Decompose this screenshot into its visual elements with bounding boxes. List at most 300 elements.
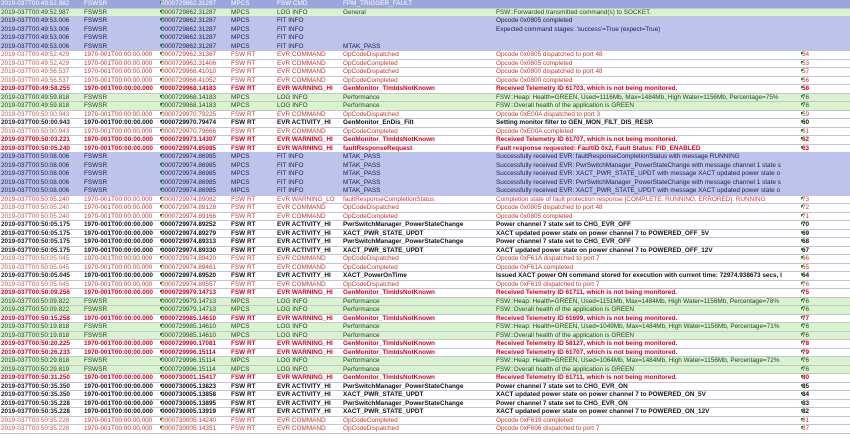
table-row[interactable] xyxy=(0,9,850,18)
event-type-cell: EVR ACTIVITY_HI xyxy=(277,272,331,279)
table-row[interactable] xyxy=(0,179,850,188)
subsystem-cell: FSW RT xyxy=(231,195,256,203)
table-row[interactable] xyxy=(0,170,850,179)
sequence-cell xyxy=(802,187,820,196)
timestamp-cell: 2019-037T00:50:20.225 xyxy=(1,340,70,347)
event-name-cell: MTAK_PASS xyxy=(343,187,381,194)
source-cell: 1970-001T00:00:00.000 xyxy=(84,399,153,407)
sequence-cell: 53 xyxy=(802,59,810,67)
sequence-cell: 69 xyxy=(802,229,810,237)
event-name-cell: OpCodeDispatched xyxy=(343,51,399,58)
event-name-cell: GenMonitor_EnDis_Filt xyxy=(343,119,414,126)
sequence-cell: 78 xyxy=(802,340,810,347)
table-row[interactable] xyxy=(0,383,850,392)
timestamp-cell: 2019-037T00:50:35.228 xyxy=(1,425,70,432)
sequence-cell: 64 xyxy=(802,272,810,279)
event-name-cell: Performance xyxy=(343,297,380,305)
event-name-cell: PwrSwitchManager_PowerStateChange xyxy=(343,238,464,245)
message-cell: FSW::Overall health of the application is GREEN xyxy=(496,331,635,339)
table-row[interactable] xyxy=(0,43,850,52)
comment-flag-icon xyxy=(801,273,804,276)
subsystem-cell: MPCS xyxy=(231,323,250,330)
sclk-cell: 0000729962.31406 xyxy=(161,59,217,67)
subsystem-cell: FSW RT xyxy=(231,110,256,118)
event-type-cell: EVR WARNING_HI xyxy=(277,144,333,152)
timestamp-cell: 2019-037T00:50:35.228 xyxy=(1,416,70,424)
sclk-cell: 0000729974.89557 xyxy=(161,280,217,288)
timestamp-cell: 2019-037T00:49:52.429 xyxy=(1,59,70,67)
event-name-cell: GenMonitor_TlmIdsNotKnown xyxy=(343,374,435,381)
message-cell: Power channel 7 state set to CHG_EVR_ON xyxy=(496,382,628,390)
sequence-cell: 77 xyxy=(802,314,810,322)
event-name-cell: GenMonitor_TlmIdsNotKnown xyxy=(343,314,435,322)
timestamp-cell: 2019-037T00:49:52.987 xyxy=(1,8,70,16)
sequence-cell: 85 xyxy=(802,382,810,390)
source-cell: 1970-001T00:00:00.000 xyxy=(84,246,153,254)
timestamp-cell: 2019-037T00:50:05.045 xyxy=(1,280,70,288)
event-type-cell: EVR ACTIVITY_HI xyxy=(277,246,331,254)
timestamp-cell: 2019-037T00:50:35.350 xyxy=(1,391,70,398)
event-name-cell: MTAK_PASS xyxy=(343,161,381,169)
table-row[interactable] xyxy=(0,0,850,9)
sclk-cell: 0000729985.14610 xyxy=(161,331,217,339)
comment-flag-icon xyxy=(801,95,804,98)
event-type-cell: FIT INFO xyxy=(277,25,304,33)
table-row[interactable] xyxy=(0,425,850,434)
event-type-cell: LOG INFO xyxy=(277,93,308,101)
event-type-cell: LOG INFO xyxy=(277,102,308,109)
comment-flag-icon xyxy=(801,367,804,370)
comment-flag-icon xyxy=(801,426,804,429)
source-cell: FSWSR xyxy=(84,17,108,24)
message-cell: Opcode 0xF606 dispatched to port 7 xyxy=(496,425,600,432)
event-type-cell: EVR COMMAND xyxy=(277,425,326,432)
table-row[interactable] xyxy=(0,94,850,103)
sclk-cell: 0000729979.14713 xyxy=(161,289,217,296)
subsystem-cell: FSW RT xyxy=(231,391,256,398)
sequence-cell: 70 xyxy=(802,221,810,228)
sclk-cell: 0000729968.14183 xyxy=(161,93,217,101)
event-name-cell: Performance xyxy=(343,357,380,364)
event-name-cell: OpCodeCompleted xyxy=(343,212,398,220)
sclk-cell: 0000730001.15417 xyxy=(161,374,217,381)
table-row[interactable] xyxy=(0,264,850,273)
source-cell: 1970-001T00:00:00.000 xyxy=(84,51,153,58)
sequence-cell: 82 xyxy=(802,408,810,415)
sclk-cell: 0000729862.31287 xyxy=(161,0,217,7)
subsystem-cell: FSW RT xyxy=(231,374,256,381)
subsystem-cell: MPCS xyxy=(231,357,250,364)
event-name-cell: Performance xyxy=(343,93,380,101)
source-cell: 1970-001T00:00:00.000 xyxy=(84,255,153,262)
sclk-cell: 0000729985.14610 xyxy=(161,314,217,322)
timestamp-cell: 2019-037T00:50:09.822 xyxy=(1,297,70,305)
sequence-cell xyxy=(802,153,820,162)
event-name-cell: XACT_PWR_STATE_UPDT xyxy=(343,246,424,254)
subsystem-cell: FSW RT xyxy=(231,416,256,424)
subsystem-cell: FSW RT xyxy=(231,204,256,211)
message-cell: Opcode 0x0805 completed xyxy=(496,59,573,67)
timestamp-cell: 2019-037T00:49:58.255 xyxy=(1,85,70,92)
message-cell: Received Telemetry ID 61707, which is not being monitored. xyxy=(496,136,678,143)
comment-flag-icon xyxy=(801,61,804,64)
sequence-cell: 76 xyxy=(802,306,810,313)
source-cell: FSWSR xyxy=(84,34,108,41)
sclk-cell: 0000729974.89520 xyxy=(161,272,217,279)
table-row[interactable] xyxy=(0,60,850,69)
subsystem-cell: MPCS xyxy=(231,297,250,305)
sclk-cell: 0000729974.86985 xyxy=(161,187,217,194)
event-type-cell: FIT INFO xyxy=(277,161,304,169)
comment-flag-icon xyxy=(801,265,804,268)
message-cell: Opcode 0xE00A completed xyxy=(496,127,574,135)
message-cell: Opcode 0x0805 dispatched to port 48 xyxy=(496,204,603,211)
timestamp-cell: 2019-037T00:49:59.818 xyxy=(1,102,70,109)
subsystem-cell: MPCS xyxy=(231,187,250,194)
message-cell: Successfully received EVR: XACT_PWR_STATE_UPDT with message XACT updated power state o xyxy=(496,170,781,177)
subsystem-cell: FSW RT xyxy=(231,255,256,262)
event-name-cell: XACT_PWR_STATE_UPDT xyxy=(343,391,424,398)
subsystem-cell: MPCS xyxy=(231,0,250,7)
timestamp-cell: 2019-037T00:50:29.818 xyxy=(1,357,70,364)
timestamp-cell: 2019-037T00:50:35.350 xyxy=(1,382,70,390)
event-type-cell: FIT INFO xyxy=(277,153,304,160)
table-row[interactable] xyxy=(0,340,850,349)
table-row[interactable] xyxy=(0,162,850,171)
timestamp-cell: 2019-037T00:50:05.175 xyxy=(1,221,70,228)
message-cell: Received Telemetry ID 58127, which is not being monitored. xyxy=(496,340,678,347)
event-type-cell: EVR WARNING_LO xyxy=(277,195,335,203)
table-row[interactable] xyxy=(0,349,850,358)
event-type-cell: EVR WARNING_HI xyxy=(277,348,333,356)
subsystem-cell: MPCS xyxy=(231,178,250,186)
timestamp-cell: 2019-037T00:50:08.006 xyxy=(1,178,70,186)
table-row[interactable] xyxy=(0,408,850,417)
event-type-cell: EVR ACTIVITY_HI xyxy=(277,119,331,126)
sequence-cell xyxy=(802,34,820,43)
event-type-cell: LOG INFO xyxy=(277,365,308,373)
comment-flag-icon xyxy=(801,214,804,217)
event-name-cell xyxy=(343,26,495,35)
table-row[interactable] xyxy=(0,298,850,307)
table-row[interactable] xyxy=(0,230,850,239)
table-row[interactable] xyxy=(0,417,850,426)
sclk-cell: 0000729974.85985 xyxy=(161,144,217,152)
table-row[interactable] xyxy=(0,213,850,222)
comment-flag-icon xyxy=(801,333,804,336)
subsystem-cell: FSW RT xyxy=(231,229,256,237)
timestamp-cell: 2019-037T00:50:05.045 xyxy=(1,255,70,262)
table-row[interactable] xyxy=(0,119,850,128)
event-name-cell: GenMonitor_TlmIdsNotKnown xyxy=(343,136,435,143)
subsystem-cell: MPCS xyxy=(231,161,250,169)
table-row[interactable] xyxy=(0,111,850,120)
event-name-cell: PwrSwitchManager_PowerStateChange xyxy=(343,399,464,407)
sclk-cell: 0000729968.14183 xyxy=(161,85,217,92)
sequence-cell: 76 xyxy=(802,365,810,373)
sequence-cell: 68 xyxy=(802,238,810,245)
event-type-cell: FIT INFO xyxy=(277,42,304,50)
source-cell: 1970-001T00:00:00.000 xyxy=(84,59,153,67)
timestamp-cell: 2019-037T00:50:35.228 xyxy=(1,399,70,407)
message-cell xyxy=(496,0,800,9)
event-type-cell: EVR ACTIVITY_HI xyxy=(277,399,331,407)
source-cell: FSWSR xyxy=(84,297,108,305)
sequence-cell: 57 xyxy=(802,68,810,75)
table-row[interactable] xyxy=(0,221,850,230)
sclk-cell: 0000729974.89279 xyxy=(161,229,217,237)
event-type-cell: EVR COMMAND xyxy=(277,204,326,211)
comment-flag-icon xyxy=(801,112,804,115)
message-cell: Setting monitor filter to GEN_MON_FILT_DIS_RESP. xyxy=(496,119,654,126)
message-cell: Opcode 0x0800 completed xyxy=(496,76,573,84)
subsystem-cell: MPCS xyxy=(231,331,250,339)
subsystem-cell: MPCS xyxy=(231,34,250,41)
table-row[interactable] xyxy=(0,204,850,213)
event-type-cell: LOG INFO xyxy=(277,323,308,330)
event-type-cell: EVR COMMAND xyxy=(277,127,326,135)
timestamp-cell: 2019-037T00:49:53.006 xyxy=(1,34,70,41)
timestamp-cell: 2019-037T00:49:59.818 xyxy=(1,93,70,101)
sclk-cell: 0000729974.86985 xyxy=(161,161,217,169)
timestamp-cell: 2019-037T00:50:00.943 xyxy=(1,119,70,126)
sequence-cell: 73 xyxy=(802,195,810,203)
table-row[interactable] xyxy=(0,332,850,341)
comment-flag-icon xyxy=(801,129,804,132)
subsystem-cell: MPCS xyxy=(231,306,250,313)
table-row[interactable] xyxy=(0,153,850,162)
message-cell: Completion state of fault protection response [COMPLETE, RUNNING, ERRORED]: RUNNING xyxy=(496,195,766,203)
table-row[interactable] xyxy=(0,77,850,86)
message-cell: FSW::Overall health of the application is GREEN xyxy=(496,365,635,373)
sclk-cell: 0000729962.31367 xyxy=(161,51,217,58)
timestamp-cell: 2019-037T00:50:29.819 xyxy=(1,365,70,373)
table-row[interactable] xyxy=(0,366,850,375)
subsystem-cell: FSW RT xyxy=(231,246,256,254)
source-cell: 1970-001T00:00:00.000 xyxy=(84,221,153,228)
message-cell: XACT updated power state on power channel 7 to POWERED_OFF_5V xyxy=(496,229,710,237)
source-cell: 1970-001T00:00:00.000 xyxy=(84,391,153,398)
source-cell: FSWSR xyxy=(84,102,108,109)
comment-flag-icon xyxy=(801,282,804,285)
event-name-cell xyxy=(343,34,495,43)
table-row[interactable] xyxy=(0,34,850,43)
table-row[interactable] xyxy=(0,51,850,60)
event-type-cell: FIT INFO xyxy=(277,178,304,186)
sequence-cell xyxy=(802,162,820,171)
sclk-cell: 0000729979.14713 xyxy=(161,306,217,313)
sequence-cell: 87 xyxy=(802,425,810,432)
source-cell: 1970-001T00:00:00.000 xyxy=(84,416,153,424)
source-cell: 1970-001T00:00:00.000 xyxy=(84,110,153,118)
event-name-cell: XACT_PowerOnTime xyxy=(343,272,407,279)
comment-flag-icon xyxy=(801,316,804,319)
comment-flag-icon xyxy=(801,239,804,242)
event-type-cell: EVR ACTIVITY_HI xyxy=(277,382,331,390)
subsystem-cell: FSW RT xyxy=(231,136,256,143)
table-row[interactable] xyxy=(0,85,850,94)
table-row[interactable] xyxy=(0,374,850,383)
source-cell: FSWSR xyxy=(84,357,108,364)
event-name-cell: Performance xyxy=(343,323,380,330)
sequence-cell: 76 xyxy=(802,357,810,364)
message-cell: Opcode 0x0805 completed xyxy=(496,17,573,24)
source-cell: FSWSR xyxy=(84,331,108,339)
sclk-cell: 0000730005.14351 xyxy=(161,425,217,432)
sclk-cell: 0000729862.31287 xyxy=(161,17,217,24)
subsystem-cell: MPCS xyxy=(231,42,250,50)
sclk-cell: 0000729996.15114 xyxy=(161,357,216,364)
comment-flag-icon xyxy=(801,307,804,310)
message-cell: FSW::Heap: Health=GREEN, Used=1116Mb, Max=1484Mb, High Water=1156Mb, Percentage=75% xyxy=(496,93,779,101)
table-row[interactable] xyxy=(0,391,850,400)
timestamp-cell: 2019-037T00:49:56.537 xyxy=(1,68,70,75)
event-type-cell: EVR ACTIVITY_HI xyxy=(277,408,331,415)
sequence-cell: 76 xyxy=(802,297,810,305)
table-row[interactable] xyxy=(0,145,850,154)
sclk-cell: 0000729973.14307 xyxy=(161,136,217,143)
timestamp-cell: 2019-037T00:49:53.006 xyxy=(1,25,70,33)
event-type-cell: EVR WARNING_HI xyxy=(277,374,333,381)
event-name-cell: faultResponseCompletionStatus xyxy=(343,195,435,203)
event-type-cell: EVR ACTIVITY_HI xyxy=(277,221,331,228)
sequence-cell xyxy=(802,26,820,35)
comment-flag-icon xyxy=(801,409,804,412)
timestamp-cell: 2019-037T00:50:05.240 xyxy=(1,204,70,211)
message-cell: Received Telemetry ID 61703, which is not being monitored. xyxy=(496,85,678,92)
message-cell xyxy=(496,34,800,43)
message-cell xyxy=(496,43,800,52)
table-row[interactable] xyxy=(0,323,850,332)
table-row[interactable] xyxy=(0,187,850,196)
table-row[interactable] xyxy=(0,247,850,256)
table-row[interactable] xyxy=(0,306,850,315)
table-row[interactable] xyxy=(0,102,850,111)
table-row[interactable] xyxy=(0,357,850,366)
table-row[interactable] xyxy=(0,238,850,247)
subsystem-cell: MPCS xyxy=(231,25,250,33)
table-row[interactable] xyxy=(0,136,850,145)
message-cell: Power channel 7 state set to CHG_EVR_OFF xyxy=(496,238,631,245)
sclk-cell: 0000729970.79474 xyxy=(161,119,217,126)
event-type-cell: LOG INFO xyxy=(277,8,308,16)
table-row[interactable] xyxy=(0,68,850,77)
event-type-cell: EVR COMMAND xyxy=(277,416,326,424)
event-type-cell: EVR WARNING_HI xyxy=(277,289,333,296)
sclk-cell: 0000729974.89461 xyxy=(161,263,217,271)
sclk-cell: 0000729996.15114 xyxy=(161,348,216,356)
table-row[interactable] xyxy=(0,255,850,264)
source-cell: FSWSR xyxy=(84,365,108,373)
sclk-cell: 0000729968.14183 xyxy=(161,102,217,109)
sequence-cell: 83 xyxy=(802,399,810,407)
message-cell: Opcode 0x0800 dispatched to port 48 xyxy=(496,68,603,75)
table-row[interactable] xyxy=(0,196,850,205)
message-cell: Successfully received EVR: faultResponseCompletionStatus with message RUNNING xyxy=(496,153,740,160)
message-cell: Opcode 0x0805 completed xyxy=(496,212,573,220)
comment-flag-icon xyxy=(801,358,804,361)
message-cell: Power channel 7 state set to CHG_EVR_OFF xyxy=(496,221,631,228)
message-cell: Received Telemetry ID 61699, which is not being monitored. xyxy=(496,314,678,322)
sequence-cell: 60 xyxy=(802,119,810,126)
source-cell: 1970-001T00:00:00.000 xyxy=(84,382,153,390)
sclk-cell: 0000729974.86985 xyxy=(161,153,217,160)
message-cell: FSW::Heap: Health=GREEN, Used=1049Mb, Max=1484Mb, High Water=1156Mb, Percentage=71% xyxy=(496,323,780,330)
sclk-cell: 0000729862.31287 xyxy=(161,42,217,50)
table-row[interactable] xyxy=(0,400,850,409)
comment-flag-icon xyxy=(801,248,804,251)
sclk-cell: 0000729974.86985 xyxy=(161,170,217,177)
timestamp-cell: 2019-037T00:50:08.006 xyxy=(1,153,70,160)
event-type-cell: FIT INFO xyxy=(277,187,304,194)
table-row[interactable] xyxy=(0,281,850,290)
source-cell: FSWSR xyxy=(84,306,108,313)
sequence-cell: 61 xyxy=(802,127,810,135)
event-name-cell: PwrSwitchManager_PowerStateChange xyxy=(343,221,464,228)
sequence-cell: 76 xyxy=(802,280,810,288)
event-type-cell: EVR ACTIVITY_HI xyxy=(277,238,331,245)
subsystem-cell: FSW RT xyxy=(231,221,256,228)
event-name-cell: GenMonitor_TlmIdsNotKnown xyxy=(343,85,435,92)
event-type-cell: EVR ACTIVITY_HI xyxy=(277,229,331,237)
message-cell: FSW::Forwarded transmitted command(s) to SOCKET. xyxy=(496,8,652,16)
table-row[interactable] xyxy=(0,289,850,298)
sequence-cell xyxy=(802,17,820,26)
event-name-cell: GenMonitor_TlmIdsNotKnown xyxy=(343,289,435,296)
sequence-cell xyxy=(802,9,820,18)
sequence-cell: 80 xyxy=(802,374,810,381)
subsystem-cell: FSW RT xyxy=(231,272,256,279)
timestamp-cell: 2019-037T00:50:19.818 xyxy=(1,331,70,339)
timestamp-cell: 2019-037T00:50:05.175 xyxy=(1,238,70,245)
subsystem-cell: FSW RT xyxy=(231,119,256,126)
sequence-cell: 76 xyxy=(802,93,810,101)
sclk-cell: 0000729970.79666 xyxy=(161,127,217,135)
message-cell: XACT updated power state on power channel 7 to POWERED_ON_12V xyxy=(496,408,710,415)
table-row[interactable] xyxy=(0,26,850,35)
sclk-cell: 0000729974.89330 xyxy=(161,246,217,254)
message-cell: Received Telemetry ID 61711, which is not being monitored. xyxy=(496,374,678,381)
sclk-cell: 0000729990.17081 xyxy=(161,340,217,347)
subsystem-cell: FSW RT xyxy=(231,144,256,152)
timestamp-cell: 2019-037T00:50:05.045 xyxy=(1,263,70,271)
source-cell: 1970-001T00:00:00.000 xyxy=(84,229,153,237)
message-cell: Expected command stages: 'success'=True (expect=True) xyxy=(496,25,661,33)
table-row[interactable] xyxy=(0,17,850,26)
event-name-cell: Performance xyxy=(343,331,380,339)
sclk-cell: 0000729974.89128 xyxy=(161,204,217,211)
table-row[interactable] xyxy=(0,128,850,137)
comment-flag-icon xyxy=(801,103,804,106)
table-row[interactable] xyxy=(0,272,850,281)
sclk-cell: 0000730005.13895 xyxy=(161,399,217,407)
sequence-cell xyxy=(802,43,820,52)
sequence-cell: 66 xyxy=(802,255,810,262)
sclk-cell: 0000729974.89252 xyxy=(161,221,217,228)
timestamp-cell: 2019-037T00:50:19.818 xyxy=(1,323,70,330)
message-cell: XACT updated power state on power channel 7 to POWERED_OFF_12V xyxy=(496,246,713,254)
comment-flag-icon xyxy=(801,137,804,140)
event-type-cell: LOG INFO xyxy=(277,331,308,339)
timestamp-cell: 2019-037T00:50:08.006 xyxy=(1,170,70,177)
sclk-cell: 0000729974.86985 xyxy=(161,178,217,186)
comment-flag-icon xyxy=(801,205,804,208)
event-name-cell: XACT_PWR_STATE_UPDT xyxy=(343,408,424,415)
subsystem-cell: FSW RT xyxy=(231,85,256,92)
event-type-cell: FSW CMD xyxy=(277,0,308,7)
timestamp-cell: 2019-037T00:49:56.537 xyxy=(1,76,70,84)
table-row[interactable] xyxy=(0,315,850,324)
